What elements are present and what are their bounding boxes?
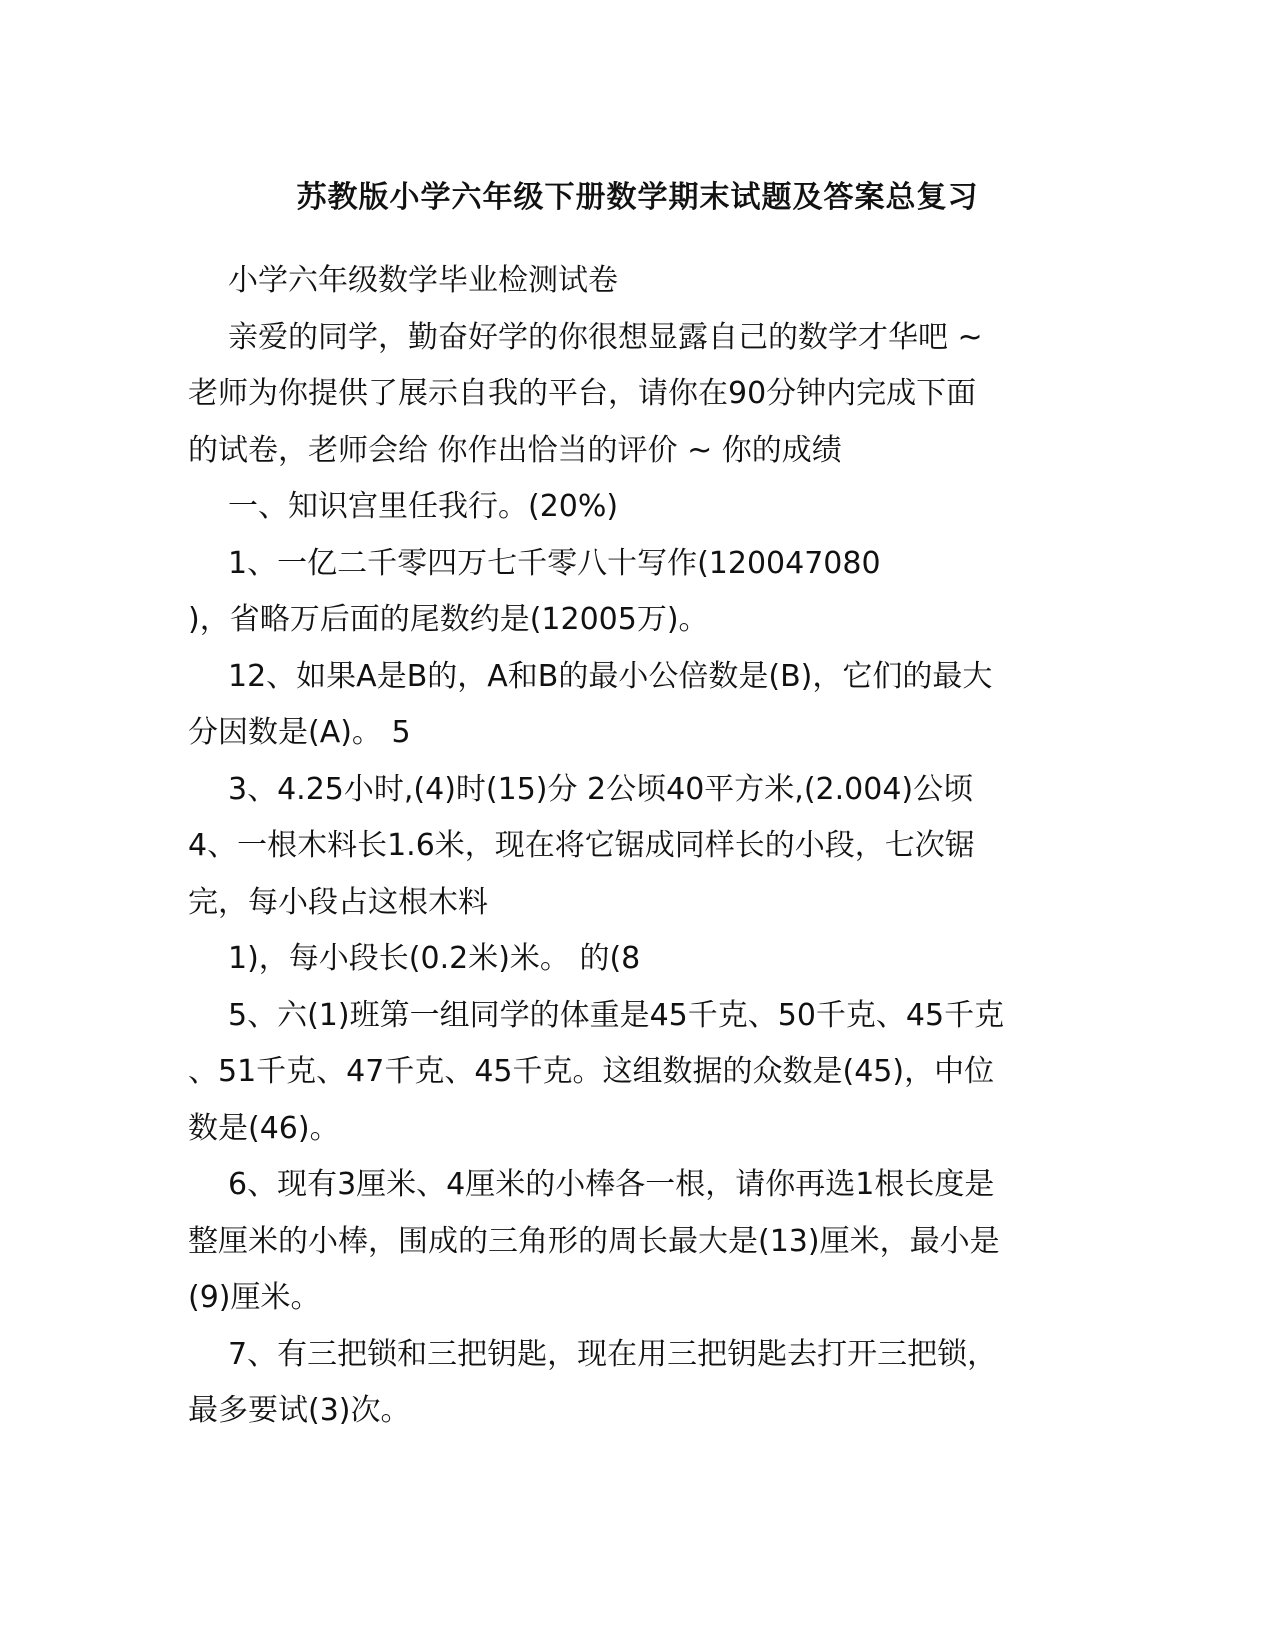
text-line: (9)厘米。 [188, 1280, 321, 1315]
text-line: 、51千克、47千克、45千克。这组数据的众数是(45)，中位 [188, 1054, 995, 1089]
text-line: 小学六年级数学毕业检测试卷 [228, 263, 618, 298]
text-line: 亲爱的同学，勤奋好学的你很想显露自己的数学才华吧 ~ [228, 319, 983, 355]
text-line: 1、一亿二千零四万七千零八十写作(120047080 [228, 545, 881, 581]
document-title: 苏教版小学六年级下册数学期末试题及答案总复习 [296, 180, 979, 215]
text-line: 1)，每小段长(0.2米)米。 的(8 [228, 941, 641, 976]
text-line: 7、有三把锁和三把钥匙，现在用三把钥匙去打开三把锁， [228, 1336, 998, 1372]
text-line: 整厘米的小棒，围成的三角形的周长最大是(13)厘米，最小是 [188, 1223, 1000, 1259]
text-line: 数是(46)。 [188, 1110, 340, 1146]
text-line: 老师为你提供了展示自我的平台，请你在90分钟内完成下面 [188, 376, 977, 411]
text-line: 6、现有3厘米、4厘米的小棒各一根，请你再选1根长度是 [228, 1167, 995, 1202]
text-line: 4、一根木料长1.6米，现在将它锯成同样长的小段，七次锯 [188, 828, 975, 863]
text-line: 分因数是(A)。 5 [188, 715, 411, 750]
text-line: 的试卷，老师会给 你作出恰当的评价 ~ 你的成绩 [188, 432, 842, 468]
document-body [188, 253, 1088, 1440]
text-line: 5、六(1)班第一组同学的体重是45千克、50千克、45千克 [228, 997, 1005, 1033]
text-line: )，省略万后面的尾数约是(12005万)。 [188, 602, 709, 637]
text-line: 最多要试(3)次。 [188, 1393, 411, 1428]
text-line: 12、如果A是B的，A和B的最小公倍数是(B)，它们的最大 [228, 658, 993, 694]
text-line: 完，每小段占这根木料 [188, 884, 488, 920]
text-line: 一、知识宫里任我行。(20%) [228, 489, 619, 524]
text-line: 3、4.25小时,(4)时(15)分 2公顷40平方米,(2.004)公顷 [228, 771, 974, 807]
